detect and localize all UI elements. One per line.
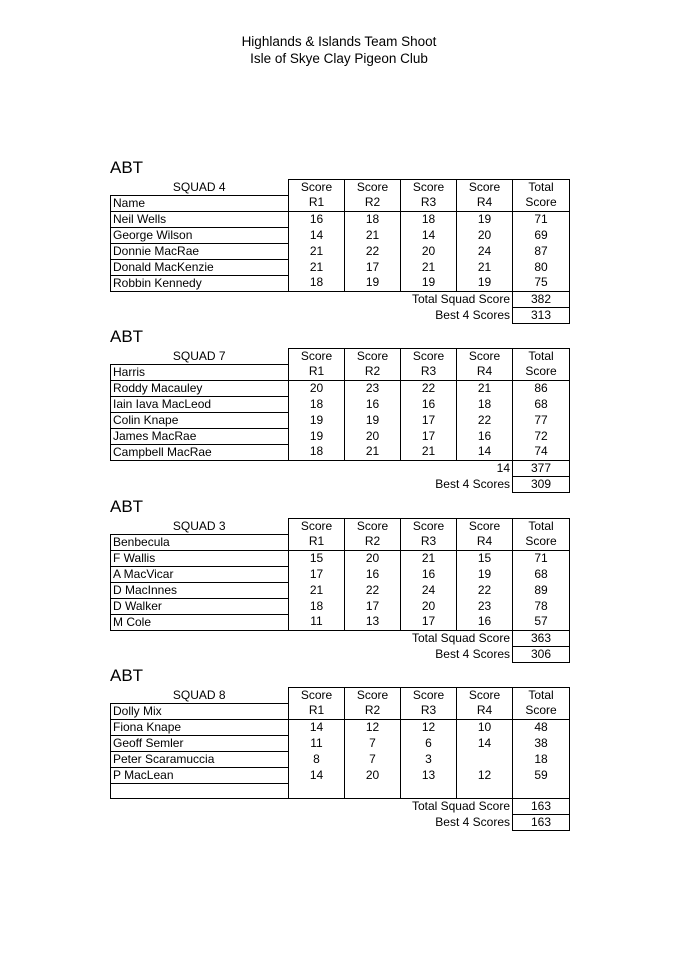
- round-score-r1: 16: [289, 211, 345, 227]
- round-header-r4: R4: [457, 534, 513, 550]
- table-row: [111, 428, 570, 444]
- total-score: 69: [513, 227, 570, 243]
- round-score-r2: 21: [345, 227, 401, 243]
- shooter-name: Peter Scaramuccia: [111, 751, 289, 767]
- score-column-header: Score: [457, 519, 513, 535]
- best-four-value: 163: [513, 814, 570, 830]
- table-row: [111, 380, 570, 396]
- round-score-r4: 19: [457, 211, 513, 227]
- round-score-r2: 20: [345, 767, 401, 783]
- table-row: [111, 275, 570, 291]
- round-score-r3: 13: [401, 767, 457, 783]
- shooter-name: Geoff Semler: [111, 735, 289, 751]
- best-four-value: 309: [513, 476, 570, 492]
- round-score-r2: 23: [345, 380, 401, 396]
- total-score: 38: [513, 735, 570, 751]
- page-subtitle: Isle of Skye Clay Pigeon Club: [250, 51, 428, 66]
- round-score-r1: 14: [289, 767, 345, 783]
- total-column-header: Total: [513, 349, 570, 365]
- shooter-name: Robbin Kennedy: [111, 275, 289, 291]
- squad-section: [110, 326, 570, 493]
- total-column-header: Total: [513, 688, 570, 704]
- round-score-r3: 6: [401, 735, 457, 751]
- table-row: [111, 412, 570, 428]
- squad-total-label: Total Squad Score: [411, 798, 510, 813]
- total-score: 59: [513, 767, 570, 783]
- squad-label: SQUAD 3: [172, 518, 226, 533]
- best-four-value: 306: [513, 646, 570, 662]
- round-header-r2: R2: [345, 195, 401, 211]
- shooter-name: A MacVicar: [111, 566, 289, 582]
- score-table: [110, 687, 570, 831]
- total-column-header: Total: [513, 180, 570, 196]
- best-four-label: Best 4 Scores: [435, 814, 510, 829]
- round-score-r2: 19: [345, 275, 401, 291]
- shooter-name: Neil Wells: [111, 211, 289, 227]
- round-score-r4: 16: [457, 428, 513, 444]
- table-row: [111, 227, 570, 243]
- round-score-r1: 17: [289, 566, 345, 582]
- best-four-value: 313: [513, 307, 570, 323]
- category-heading: ABT: [110, 327, 144, 346]
- round-score-r4: 12: [457, 767, 513, 783]
- round-score-r2: 12: [345, 719, 401, 735]
- round-score-r3: [401, 783, 457, 798]
- round-score-r3: 16: [401, 566, 457, 582]
- table-row: [111, 211, 570, 227]
- category-heading: ABT: [110, 158, 144, 177]
- round-score-r1: 18: [289, 396, 345, 412]
- total-score: 18: [513, 751, 570, 767]
- table-row: [111, 767, 570, 783]
- squad-total-value: 377: [513, 460, 570, 476]
- round-score-r3: 24: [401, 582, 457, 598]
- round-score-r1: 14: [289, 227, 345, 243]
- round-score-r2: 16: [345, 396, 401, 412]
- table-row: [111, 751, 570, 767]
- round-score-r4: 21: [457, 380, 513, 396]
- score-table: [110, 518, 570, 663]
- shooter-name: [111, 783, 289, 798]
- score-column-header: Score: [457, 180, 513, 196]
- round-score-r3: 22: [401, 380, 457, 396]
- total-score-header: Score: [513, 364, 570, 380]
- score-column-header: Score: [401, 180, 457, 196]
- round-score-r4: 23: [457, 598, 513, 614]
- shooter-name: D Walker: [111, 598, 289, 614]
- round-score-r4: 14: [457, 735, 513, 751]
- round-score-r1: 19: [289, 428, 345, 444]
- round-header-r2: R2: [345, 703, 401, 719]
- round-score-r3: 18: [401, 211, 457, 227]
- category-heading: ABT: [110, 666, 144, 685]
- round-score-r2: 21: [345, 444, 401, 460]
- round-score-r3: 20: [401, 598, 457, 614]
- score-column-header: Score: [289, 180, 345, 196]
- round-score-r2: 17: [345, 259, 401, 275]
- squad-total-label: 14: [496, 460, 510, 475]
- round-score-r4: 24: [457, 243, 513, 259]
- round-score-r1: 18: [289, 598, 345, 614]
- round-score-r2: 16: [345, 566, 401, 582]
- round-score-r3: 20: [401, 243, 457, 259]
- round-score-r3: 17: [401, 412, 457, 428]
- round-header-r3: R3: [401, 534, 457, 550]
- round-score-r2: 22: [345, 582, 401, 598]
- score-column-header: Score: [345, 688, 401, 704]
- table-row: [111, 598, 570, 614]
- round-header-r2: R2: [345, 534, 401, 550]
- round-score-r2: 13: [345, 614, 401, 630]
- round-header-r2: R2: [345, 364, 401, 380]
- score-column-header: Score: [401, 349, 457, 365]
- round-score-r4: 22: [457, 412, 513, 428]
- round-score-r4: 10: [457, 719, 513, 735]
- round-header-r4: R4: [457, 364, 513, 380]
- shooter-name: D MacInnes: [111, 582, 289, 598]
- total-score: 68: [513, 396, 570, 412]
- round-score-r4: 19: [457, 275, 513, 291]
- table-row: [111, 614, 570, 630]
- shooter-name: Colin Knape: [111, 412, 289, 428]
- round-score-r4: [457, 783, 513, 798]
- round-score-r3: 21: [401, 444, 457, 460]
- table-row: [111, 719, 570, 735]
- score-column-header: Score: [457, 349, 513, 365]
- table-row: [111, 783, 570, 798]
- round-score-r4: 18: [457, 396, 513, 412]
- table-row: [111, 396, 570, 412]
- total-score: [513, 783, 570, 798]
- best-four-label: Best 4 Scores: [435, 307, 510, 322]
- score-column-header: Score: [457, 688, 513, 704]
- shooter-name: James MacRae: [111, 428, 289, 444]
- team-name: Name: [111, 195, 289, 211]
- round-score-r2: 18: [345, 211, 401, 227]
- squad-total-value: 382: [513, 291, 570, 307]
- total-score: 48: [513, 719, 570, 735]
- round-score-r1: 21: [289, 582, 345, 598]
- score-column-header: Score: [401, 519, 457, 535]
- squad-section: [110, 496, 570, 663]
- squad-total-value: 363: [513, 630, 570, 646]
- squad-label: SQUAD 7: [172, 348, 226, 363]
- round-score-r3: 21: [401, 259, 457, 275]
- score-column-header: Score: [401, 688, 457, 704]
- score-column-header: Score: [289, 688, 345, 704]
- squad-section: [110, 665, 570, 831]
- round-score-r1: 8: [289, 751, 345, 767]
- shooter-name: P MacLean: [111, 767, 289, 783]
- squad-label: SQUAD 8: [172, 687, 226, 702]
- table-row: [111, 259, 570, 275]
- round-header-r1: R1: [289, 195, 345, 211]
- round-score-r3: 12: [401, 719, 457, 735]
- round-header-r4: R4: [457, 195, 513, 211]
- round-score-r4: 21: [457, 259, 513, 275]
- round-score-r2: 20: [345, 550, 401, 566]
- score-table: [110, 179, 570, 324]
- round-header-r1: R1: [289, 703, 345, 719]
- score-column-header: Score: [289, 519, 345, 535]
- round-score-r1: 20: [289, 380, 345, 396]
- total-score: 89: [513, 582, 570, 598]
- score-column-header: Score: [289, 349, 345, 365]
- round-score-r2: [345, 783, 401, 798]
- shooter-name: M Cole: [111, 614, 289, 630]
- round-score-r2: 7: [345, 751, 401, 767]
- best-four-label: Best 4 Scores: [435, 476, 510, 491]
- round-score-r1: 18: [289, 275, 345, 291]
- total-column-header: Total: [513, 519, 570, 535]
- round-score-r2: 7: [345, 735, 401, 751]
- total-score-header: Score: [513, 703, 570, 719]
- team-name: Benbecula: [111, 534, 289, 550]
- round-score-r1: 14: [289, 719, 345, 735]
- total-score: 86: [513, 380, 570, 396]
- total-score: 57: [513, 614, 570, 630]
- round-header-r1: R1: [289, 534, 345, 550]
- score-column-header: Score: [345, 349, 401, 365]
- table-row: [111, 243, 570, 259]
- round-score-r3: 14: [401, 227, 457, 243]
- score-column-header: Score: [345, 180, 401, 196]
- total-score-header: Score: [513, 195, 570, 211]
- round-score-r4: 20: [457, 227, 513, 243]
- squad-section: [110, 157, 570, 324]
- shooter-name: Donnie MacRae: [111, 243, 289, 259]
- total-score: 87: [513, 243, 570, 259]
- total-score: 74: [513, 444, 570, 460]
- total-score: 68: [513, 566, 570, 582]
- total-score: 71: [513, 211, 570, 227]
- round-score-r3: 17: [401, 614, 457, 630]
- shooter-name: Donald MacKenzie: [111, 259, 289, 275]
- shooter-name: Fiona Knape: [111, 719, 289, 735]
- score-table: [110, 348, 570, 493]
- best-four-label: Best 4 Scores: [435, 646, 510, 661]
- round-score-r4: 14: [457, 444, 513, 460]
- table-row: [111, 735, 570, 751]
- round-score-r4: 16: [457, 614, 513, 630]
- total-score: 77: [513, 412, 570, 428]
- round-score-r3: 19: [401, 275, 457, 291]
- round-score-r1: 18: [289, 444, 345, 460]
- round-score-r1: 11: [289, 614, 345, 630]
- round-score-r3: 3: [401, 751, 457, 767]
- round-header-r4: R4: [457, 703, 513, 719]
- total-score: 72: [513, 428, 570, 444]
- round-score-r3: 21: [401, 550, 457, 566]
- total-score: 71: [513, 550, 570, 566]
- total-score: 75: [513, 275, 570, 291]
- score-column-header: Score: [345, 519, 401, 535]
- total-score-header: Score: [513, 534, 570, 550]
- team-name: Harris: [111, 364, 289, 380]
- round-score-r2: 17: [345, 598, 401, 614]
- round-score-r4: [457, 751, 513, 767]
- round-score-r4: 15: [457, 550, 513, 566]
- round-score-r2: 20: [345, 428, 401, 444]
- category-heading: ABT: [110, 497, 144, 516]
- team-name: Dolly Mix: [111, 703, 289, 719]
- round-score-r1: 19: [289, 412, 345, 428]
- round-header-r3: R3: [401, 364, 457, 380]
- round-score-r1: 21: [289, 243, 345, 259]
- table-row: [111, 582, 570, 598]
- round-score-r2: 22: [345, 243, 401, 259]
- round-header-r3: R3: [401, 703, 457, 719]
- round-score-r2: 19: [345, 412, 401, 428]
- table-row: [111, 566, 570, 582]
- total-score: 80: [513, 259, 570, 275]
- round-score-r3: 17: [401, 428, 457, 444]
- round-score-r1: [289, 783, 345, 798]
- round-score-r1: 21: [289, 259, 345, 275]
- shooter-name: Campbell MacRae: [111, 444, 289, 460]
- round-score-r1: 15: [289, 550, 345, 566]
- squad-total-value: 163: [513, 798, 570, 814]
- shooter-name: F Wallis: [111, 550, 289, 566]
- round-header-r1: R1: [289, 364, 345, 380]
- round-score-r3: 16: [401, 396, 457, 412]
- shooter-name: George Wilson: [111, 227, 289, 243]
- squad-label: SQUAD 4: [172, 179, 226, 194]
- squad-total-label: Total Squad Score: [411, 291, 510, 306]
- round-score-r4: 22: [457, 582, 513, 598]
- round-score-r4: 19: [457, 566, 513, 582]
- squad-total-label: Total Squad Score: [411, 630, 510, 645]
- table-row: [111, 444, 570, 460]
- table-row: [111, 550, 570, 566]
- round-score-r1: 11: [289, 735, 345, 751]
- page-title: Highlands & Islands Team Shoot: [241, 34, 437, 49]
- round-header-r3: R3: [401, 195, 457, 211]
- shooter-name: Roddy Macauley: [111, 380, 289, 396]
- shooter-name: Iain Iava MacLeod: [111, 396, 289, 412]
- total-score: 78: [513, 598, 570, 614]
